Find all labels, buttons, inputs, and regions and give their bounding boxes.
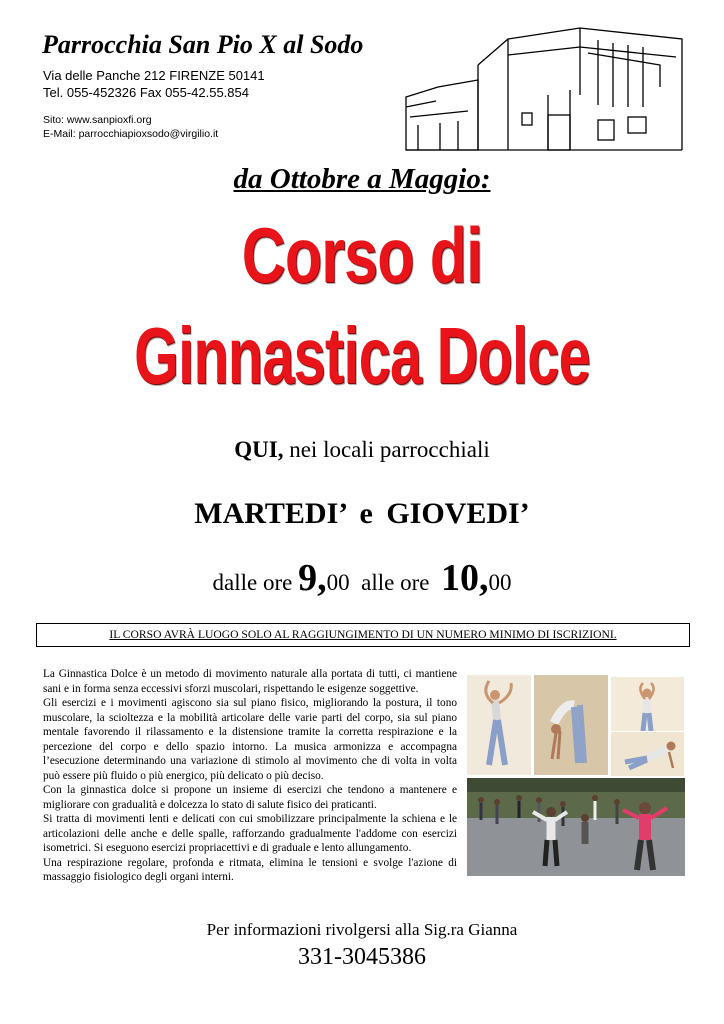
course-days: MARTEDI’ e GIOVEDI’ — [194, 497, 530, 530]
photo-arms-up — [611, 677, 684, 731]
parish-email: E-Mail: parrocchiapioxsodo@virgilio.it — [43, 128, 219, 140]
hours-from-minutes: 00 — [326, 570, 350, 595]
minimum-enrollment-notice — [36, 623, 690, 647]
course-description — [43, 667, 457, 885]
contact-phone-number: 331-3045386 — [298, 944, 426, 970]
hours-to-number: 10, — [440, 557, 489, 599]
location-line — [0, 437, 724, 463]
hours-from-number: 9, — [298, 557, 327, 599]
hours-to-minutes: 00 — [488, 570, 512, 595]
description-paragraph: La Ginnastica Dolce è un metodo di movimento naturale alla portata di tutti, ci mantiene sani e in forma senza eccessivi sforzi muscolari, rispettando le esigenze soggettive. — [43, 668, 457, 695]
hours-from-label: dalle ore — [212, 570, 299, 595]
parish-address: Via delle Panche 212 FIRENZE 50141 — [43, 68, 265, 83]
hours-to-label: alle ore — [349, 570, 441, 595]
description-paragraph: Si tratta di movimenti lenti e delicati con cui smobilizzare principalmente la schiena e le articolazioni delle anche e delle spalle, rafforzando gradualmente l'addome con esercizi isometrici. Si eseguono esercizi propriacettivi e di graduale e lento allungamento. — [43, 813, 457, 854]
period-heading — [0, 163, 724, 196]
description-paragraph: Una respirazione regolare, profonda e ritmata, elimina le tensioni e svolge l'azione di massaggio fisiologico degli organi interni. — [43, 856, 457, 883]
description-paragraph: Con la ginnastica dolce si propone un insieme di esercizi che tendono a mantenere e migliorare con gradualità e dolcezza lo stato di salute fisico dei praticanti. — [43, 784, 457, 811]
photo-side-stretch — [467, 675, 531, 775]
parish-website: Sito: www.sanpioxfi.org — [43, 114, 152, 126]
location-emphasis: QUI, — [234, 437, 284, 462]
photo-outdoor-group — [467, 778, 685, 876]
description-paragraph: Gli esercizi e i movimenti agiscono sia sul piano fisico, migliorando la postura, il tono muscolare, la scioltezza e la mobilità articolare delle varie parti del corpo, sia sul piano mentale favorendo il rilassamento e la distensione tramite la corretta respirazione e la percezione del corpo e dello spazio intorno. La musica armonizza e accompagna l’esecuzione determinando una variazione di stimolo al movimento che di volta in volta può essere più fluido o più energico, più delicato o più deciso. — [43, 697, 457, 782]
course-title-line2: Ginnastica Dolce — [134, 311, 590, 400]
course-title-line1: Corso di — [241, 211, 483, 299]
notice-text: IL CORSO AVRÀ LUOGO SOLO AL RAGGIUNGIMENTO DI UN NUMERO MINIMO DI ISCRIZIONI. — [109, 628, 617, 641]
photo-floor-exercise — [611, 732, 684, 776]
period-text: da Ottobre a Maggio: — [233, 163, 491, 195]
parish-name: Parrocchia San Pio X al Sodo — [42, 30, 364, 59]
contact-info: Per informazioni rivolgersi alla Sig.ra Gianna — [206, 920, 518, 939]
location-text: nei locali parrocchiali — [283, 437, 490, 462]
course-hours — [0, 556, 724, 600]
parish-phone-fax: Tel. 055-452326 Fax 055-42.55.854 — [43, 85, 249, 100]
photo-forward-bend — [534, 675, 608, 775]
church-drawing — [398, 25, 688, 160]
